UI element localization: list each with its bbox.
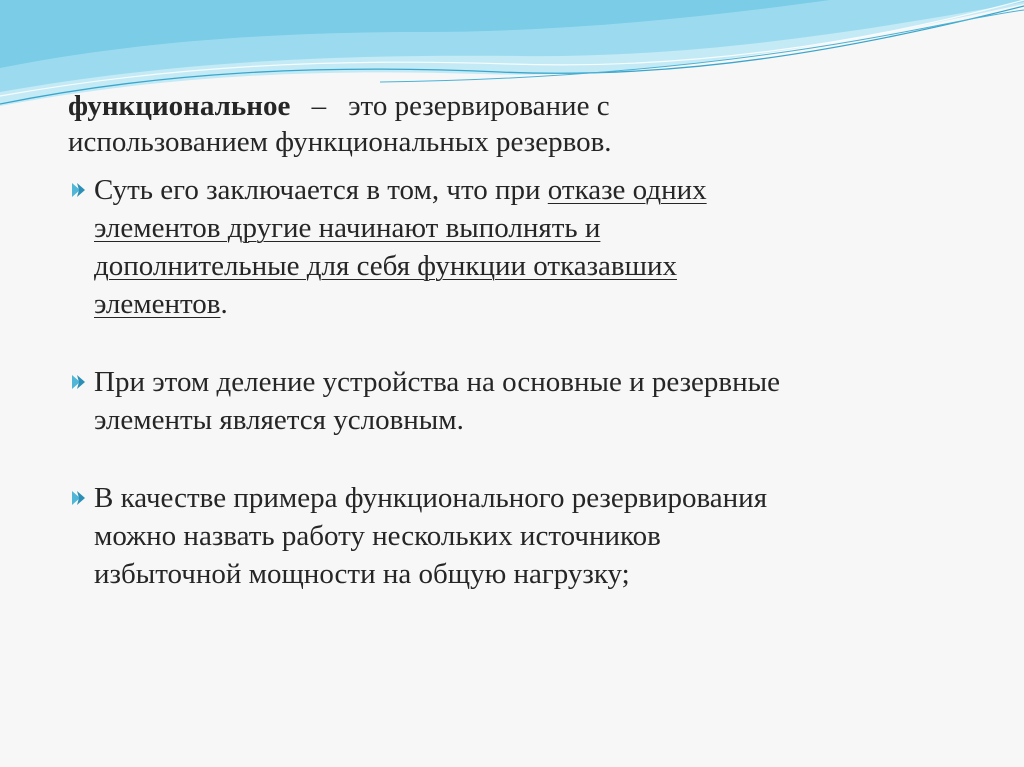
- arrow-bullet-icon: [70, 373, 88, 391]
- lead-paragraph: [68, 88, 968, 160]
- bullet-text-underlined: отказе одних: [547, 174, 707, 206]
- lead-text-part2: использованием функциональных резервов.: [68, 126, 612, 158]
- bullet-text-underlined: элементов: [94, 288, 221, 320]
- lead-dash: –: [311, 90, 327, 122]
- bullet-text: .: [220, 288, 228, 320]
- bullet-text: избыточной мощности на общую нагрузку;: [94, 558, 630, 590]
- bullet-text: При этом деление устройства на основные и резервные: [94, 366, 780, 398]
- lead-text-part1: это резервирование с: [348, 90, 610, 122]
- slide-content: [68, 88, 968, 593]
- bullet-text: Суть его заключается в том, что при: [94, 174, 548, 206]
- bullet-item: [68, 363, 968, 439]
- bullet-text-underlined: дополнительные для себя функции отказавших: [94, 250, 677, 282]
- bullet-text: можно назвать работу нескольких источников: [94, 520, 661, 552]
- arrow-bullet-icon: [70, 489, 88, 507]
- bullet-item: [68, 479, 968, 593]
- arrow-bullet-icon: [70, 181, 88, 199]
- bullet-item: [68, 171, 968, 323]
- lead-term: функциональное: [68, 90, 291, 122]
- bullet-text: В качестве примера функционального резервирования: [94, 482, 768, 514]
- bullet-text: элементы является условным.: [94, 404, 464, 436]
- bullet-text-underlined: элементов другие начинают выполнять и: [94, 212, 601, 244]
